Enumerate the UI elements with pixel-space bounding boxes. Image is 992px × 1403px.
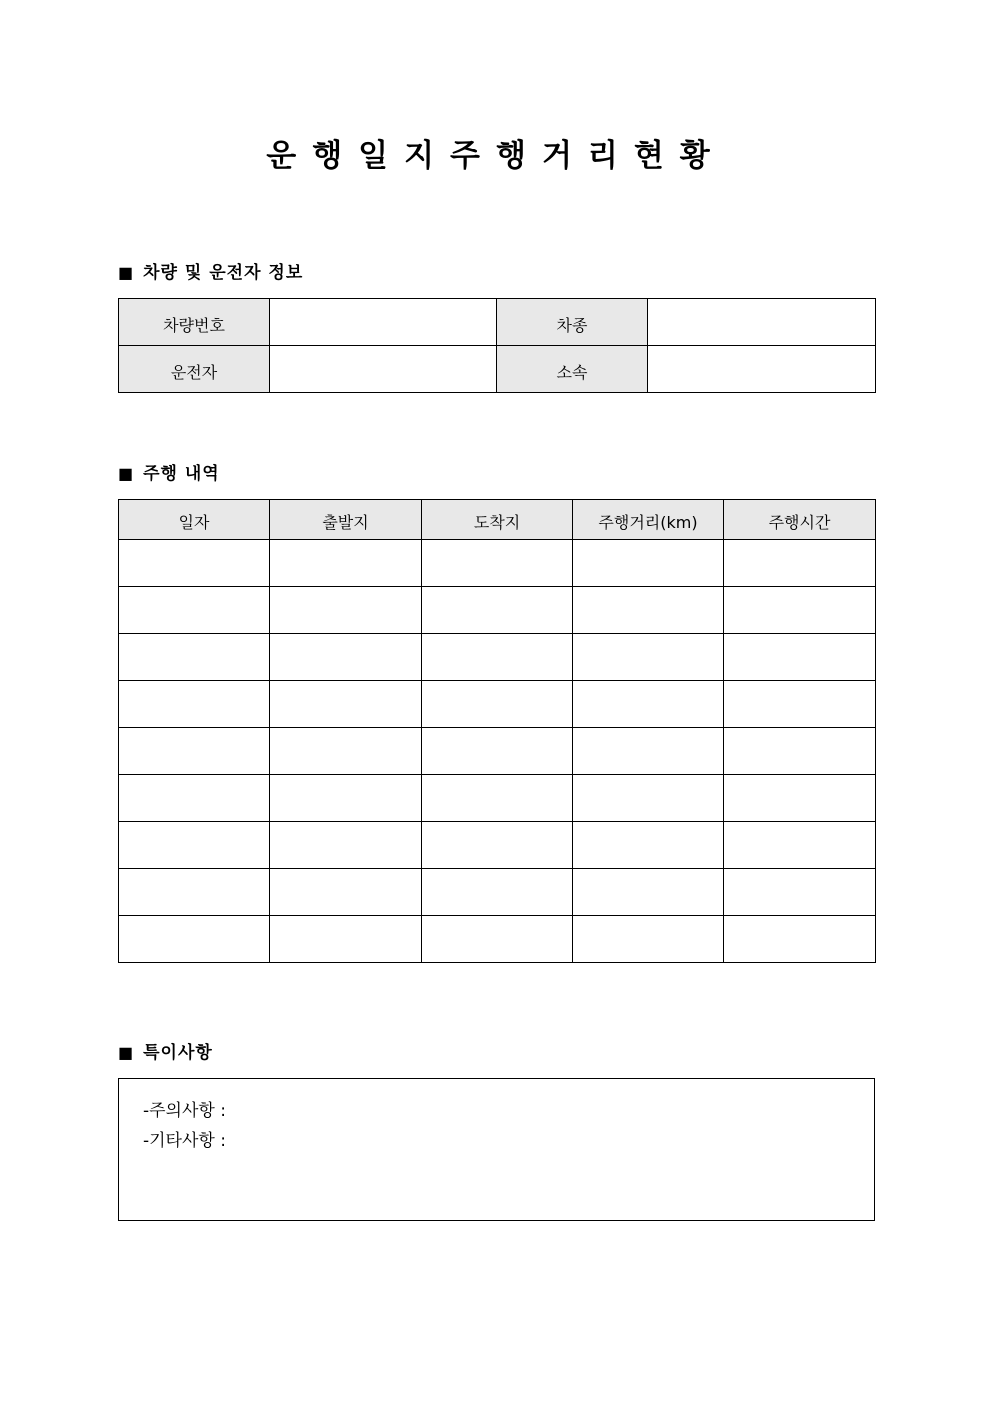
log-cell[interactable]	[422, 916, 573, 963]
driving-log-heading-text: 주행 내역	[143, 464, 220, 484]
log-cell[interactable]	[724, 587, 876, 634]
table-row	[119, 869, 876, 916]
remarks-heading-text: 특이사항	[143, 1043, 213, 1063]
log-cell[interactable]	[270, 540, 422, 587]
table-row	[119, 634, 876, 681]
caution-line: -주의사항 :	[143, 1101, 226, 1121]
log-cell[interactable]	[119, 822, 270, 869]
table-row	[119, 299, 876, 346]
log-cell[interactable]	[422, 540, 573, 587]
log-cell[interactable]	[573, 822, 724, 869]
driving-log-table	[118, 499, 876, 963]
log-cell[interactable]	[422, 728, 573, 775]
table-row	[119, 775, 876, 822]
log-cell[interactable]	[724, 869, 876, 916]
log-cell[interactable]	[270, 587, 422, 634]
log-cell[interactable]	[724, 681, 876, 728]
column-header-arrival: 도착지	[422, 500, 573, 540]
log-cell[interactable]	[119, 728, 270, 775]
table-row	[119, 540, 876, 587]
affiliation-label: 소속	[497, 346, 648, 393]
log-cell[interactable]	[724, 634, 876, 681]
log-cell[interactable]	[724, 822, 876, 869]
log-cell[interactable]	[724, 775, 876, 822]
remarks-box[interactable]	[118, 1078, 875, 1221]
log-cell[interactable]	[119, 540, 270, 587]
log-cell[interactable]	[119, 681, 270, 728]
remarks-heading	[118, 1041, 213, 1065]
log-cell[interactable]	[270, 869, 422, 916]
other-line: -기타사항 :	[143, 1131, 226, 1151]
vehicle-info-heading	[118, 261, 303, 285]
log-cell[interactable]	[422, 634, 573, 681]
table-header-row	[119, 500, 876, 540]
log-cell[interactable]	[573, 681, 724, 728]
log-cell[interactable]	[573, 728, 724, 775]
square-bullet-icon: ■	[118, 263, 135, 282]
table-row	[119, 728, 876, 775]
vehicle-info-heading-text: 차량 및 운전자 정보	[143, 263, 304, 283]
log-cell[interactable]	[270, 728, 422, 775]
log-cell[interactable]	[724, 728, 876, 775]
log-cell[interactable]	[422, 681, 573, 728]
log-cell[interactable]	[270, 634, 422, 681]
vehicle-info-table	[118, 298, 876, 393]
driver-label: 운전자	[119, 346, 270, 393]
vehicle-type-label: 차종	[497, 299, 648, 346]
log-cell[interactable]	[270, 681, 422, 728]
table-row	[119, 916, 876, 963]
log-cell[interactable]	[573, 916, 724, 963]
column-header-duration: 주행시간	[724, 500, 876, 540]
log-cell[interactable]	[119, 869, 270, 916]
driving-log-heading	[118, 462, 220, 486]
table-row	[119, 681, 876, 728]
log-cell[interactable]	[573, 587, 724, 634]
column-header-distance: 주행거리(km)	[573, 500, 724, 540]
log-cell[interactable]	[422, 775, 573, 822]
log-cell[interactable]	[573, 775, 724, 822]
log-cell[interactable]	[119, 634, 270, 681]
log-cell[interactable]	[270, 775, 422, 822]
square-bullet-icon: ■	[118, 1043, 135, 1062]
affiliation-field[interactable]	[648, 346, 876, 393]
log-cell[interactable]	[724, 540, 876, 587]
log-cell[interactable]	[422, 587, 573, 634]
square-bullet-icon: ■	[118, 464, 135, 483]
column-header-departure: 출발지	[270, 500, 422, 540]
column-header-date: 일자	[119, 500, 270, 540]
log-cell[interactable]	[573, 869, 724, 916]
log-cell[interactable]	[573, 634, 724, 681]
table-row	[119, 822, 876, 869]
log-cell[interactable]	[270, 822, 422, 869]
table-row	[119, 587, 876, 634]
log-cell[interactable]	[573, 540, 724, 587]
log-cell[interactable]	[422, 822, 573, 869]
log-cell[interactable]	[270, 916, 422, 963]
log-cell[interactable]	[119, 916, 270, 963]
log-cell[interactable]	[119, 775, 270, 822]
driver-field[interactable]	[270, 346, 497, 393]
log-cell[interactable]	[119, 587, 270, 634]
vehicle-type-field[interactable]	[648, 299, 876, 346]
document-title: 운행일지주행거리현황	[266, 138, 726, 174]
table-row	[119, 346, 876, 393]
log-cell[interactable]	[422, 869, 573, 916]
vehicle-number-label: 차량번호	[119, 299, 270, 346]
log-cell[interactable]	[724, 916, 876, 963]
vehicle-number-field[interactable]	[270, 299, 497, 346]
